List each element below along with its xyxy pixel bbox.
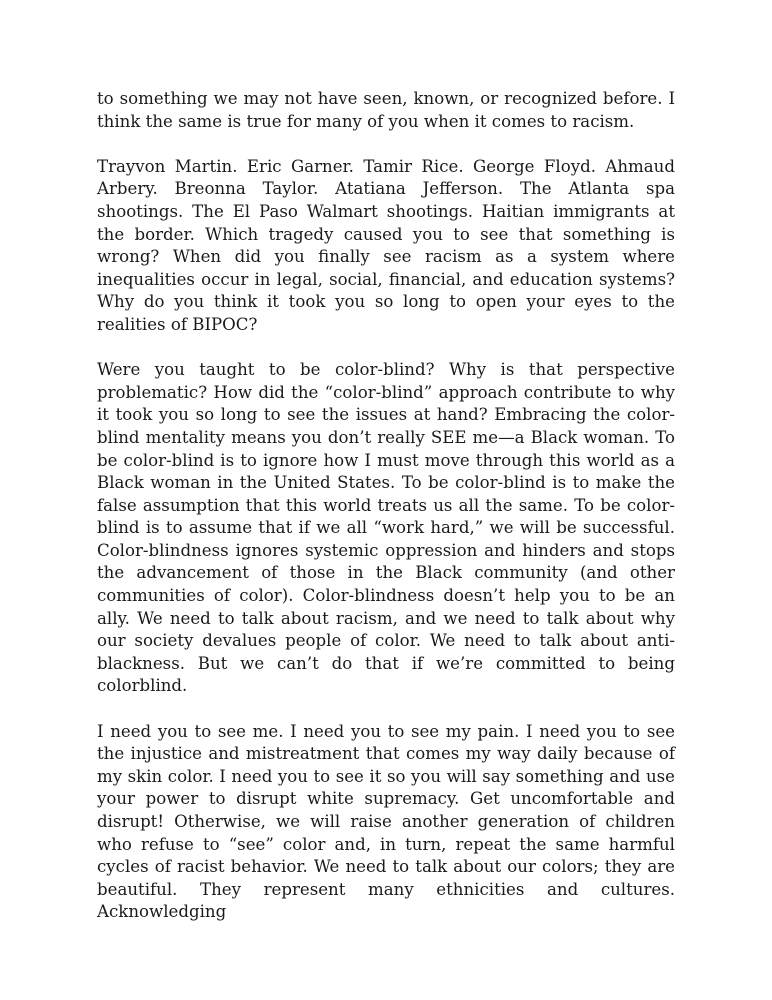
paragraph-see-me: I need you to see me. I need you to see my pain. I need you to see the injustice and mistreatment that comes my way daily because of my skin color. I need you to see it so you will say something and use your power to disrupt white supremacy. Get uncomfortable and disrupt! Otherwise, we will raise another generation of children who refuse to “see” color and, in turn, repeat the same harmful cycles of racist behavior. We need to talk about our colors; they are beautiful. They represent many ethnicities and cultures. Acknowledging [97, 721, 675, 922]
paragraph-color-blind: Were you taught to be color-blind? Why is that perspective problematic? How did the “color-blind” approach contribute to why it took you so long to see the issues at hand? Embracing the color-blind mentality means you don’t really SEE me—a Black woman. To be color-blind is to ignore how I must move through this world as a Black woman in the United States. To be color-blind is to make the false assumption that this world treats us all the same. To be color-blind is to assume that if we all “work hard,” we will be successful. Color-blindness ignores systemic oppression and hinders and stops the advancement of those in the Black community (and other communities of color). Color-blindness doesn’t help you to be an ally. We need to talk about racism, and we need to talk about why our society devalues people of color. We need to talk about anti-blackness. But we can’t do that if we’re committed to being colorblind. [97, 360, 675, 696]
body-text [97, 88, 675, 947]
paragraph-tragedies: Trayvon Martin. Eric Garner. Tamir Rice. George Floyd. Ahmaud Arbery. Breonna Taylor. Atatiana Jefferson. The Atlanta spa shootings. The El Paso Walmart shootings. Haitian immigrants at the border. Which tragedy caused you to see that something is wrong? When did you finally see racism as a system where inequalities occur in legal, social, financial, and education systems? Why do you think it took you so long to open your eyes to the realities of BIPOC? [97, 156, 675, 334]
paragraph-continuation: to something we may not have seen, known, or recognized before. I think the same is true for many of you when it comes to racism. [97, 89, 675, 131]
